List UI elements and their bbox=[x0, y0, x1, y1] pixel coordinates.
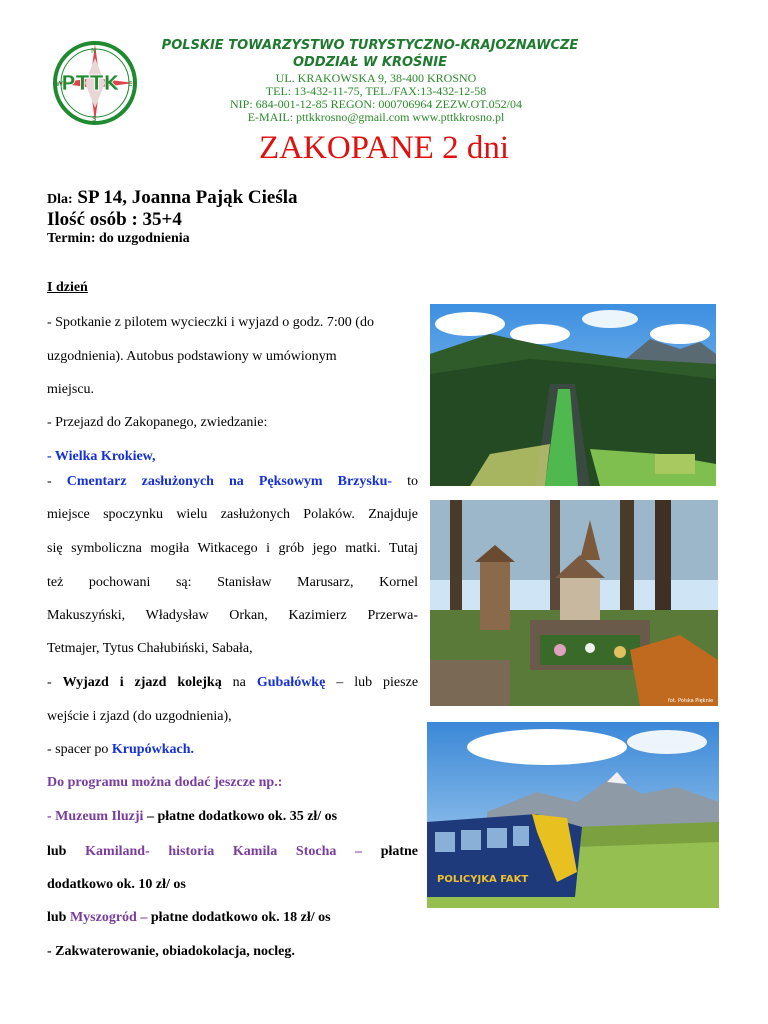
svg-text:W: W bbox=[56, 80, 63, 88]
day1-line: - spacer po Krupówkach. bbox=[47, 742, 194, 757]
photo-cmentarz bbox=[430, 500, 718, 706]
people-count: Ilość osób : 35+4 bbox=[47, 209, 182, 230]
optional-heading: Do programu można dodać jeszcze np.: bbox=[47, 775, 283, 790]
optional-line: lub Kamiland- historia Kamila Stocha – płatne bbox=[47, 844, 419, 859]
org-address: UL. KRAKOWSKA 9, 38-400 KROSNO bbox=[275, 71, 477, 85]
svg-text:S: S bbox=[92, 115, 97, 123]
place-wielka-krokiew: - Wielka Krokiew, bbox=[47, 449, 156, 464]
place-krupowki: Krupówkach. bbox=[111, 742, 194, 757]
org-branch: ODDZIAŁ W KROŚNIE bbox=[292, 55, 448, 70]
day1-line: - Zakwaterowanie, obiadokolacja, nocleg. bbox=[47, 944, 295, 959]
photo-gubalowka bbox=[427, 722, 719, 908]
day1-line: Makuszyński, Władysław Orkan, Kazimierz Przerwa- bbox=[47, 608, 418, 623]
day1-line: wejście i zjazd (do uzgodnienia), bbox=[47, 709, 232, 724]
place-cmentarz: Cmentarz zasłużonych na Pęksowym Brzysku- bbox=[66, 474, 393, 489]
day1-line: też pochowani są: Stanisław Marusarz, Kornel bbox=[47, 575, 418, 590]
day1-line: - Wyjazd i zjazd kolejką na Gubałówkę – lub piesze bbox=[47, 675, 419, 690]
photo-wielka-krokiew bbox=[430, 304, 716, 486]
trip-title: ZAKOPANE 2 dni bbox=[259, 130, 509, 166]
day1-line: uzgodnienia). Autobus podstawiony w umówionym bbox=[47, 349, 337, 364]
term: Termin: do uzgodnienia bbox=[47, 231, 190, 246]
day1-line: - Spotkanie z pilotem wycieczki i wyjazd o godz. 7:00 (do bbox=[47, 315, 374, 330]
day1-line: miejscu. bbox=[47, 382, 95, 397]
logo-text: PTTK bbox=[61, 71, 119, 95]
train-text: POLICYJKA FAKT bbox=[437, 874, 529, 885]
org-phone: TEL: 13-432-11-75, TEL./FAX:13-432-12-58 bbox=[265, 84, 487, 98]
day1-line: - Przejazd do Zakopanego, zwiedzanie: bbox=[47, 415, 268, 430]
org-name: POLSKIE TOWARZYSTWO TURYSTYCZNO-KRAJOZNAWCZE bbox=[161, 38, 579, 53]
day1-line: się symboliczna mogiła Witkacego i grób jego matki. Tutaj bbox=[47, 541, 418, 556]
day1-line: miejsce spoczynku wielu zasłużonych Polaków. Znajduje bbox=[47, 507, 418, 522]
optional-line: lub Myszogród – płatne dodatkowo ok. 18 zł/ os bbox=[47, 910, 331, 925]
optional-line: dodatkowo ok. 10 zł/ os bbox=[47, 877, 186, 892]
for-line: Dla: SP 14, Joanna Pająk Cieśla bbox=[47, 187, 298, 208]
svg-text:N: N bbox=[91, 47, 97, 55]
photo-credit: fot. Polska Pięknie bbox=[668, 698, 714, 704]
place-gubalowka: Gubałówkę bbox=[256, 675, 326, 690]
org-registry: NIP: 684-001-12-85 REGON: 000706964 ZEZW.OT.052/04 bbox=[230, 97, 522, 111]
org-email-web: E-MAIL: pttkkrosno@gmail.com www.pttkkrosno.pl bbox=[247, 110, 505, 124]
optional-line: - Muzeum Iluzji – płatne dodatkowo ok. 35 zł/ os bbox=[47, 809, 338, 824]
svg-text:E: E bbox=[128, 80, 133, 88]
day1-line: Tetmajer, Tytus Chałubiński, Sabała, bbox=[47, 641, 253, 656]
day1-line: - Cmentarz zasłużonych na Pęksowym Brzysku- to bbox=[47, 474, 419, 489]
day1-heading: I dzień bbox=[47, 280, 88, 295]
